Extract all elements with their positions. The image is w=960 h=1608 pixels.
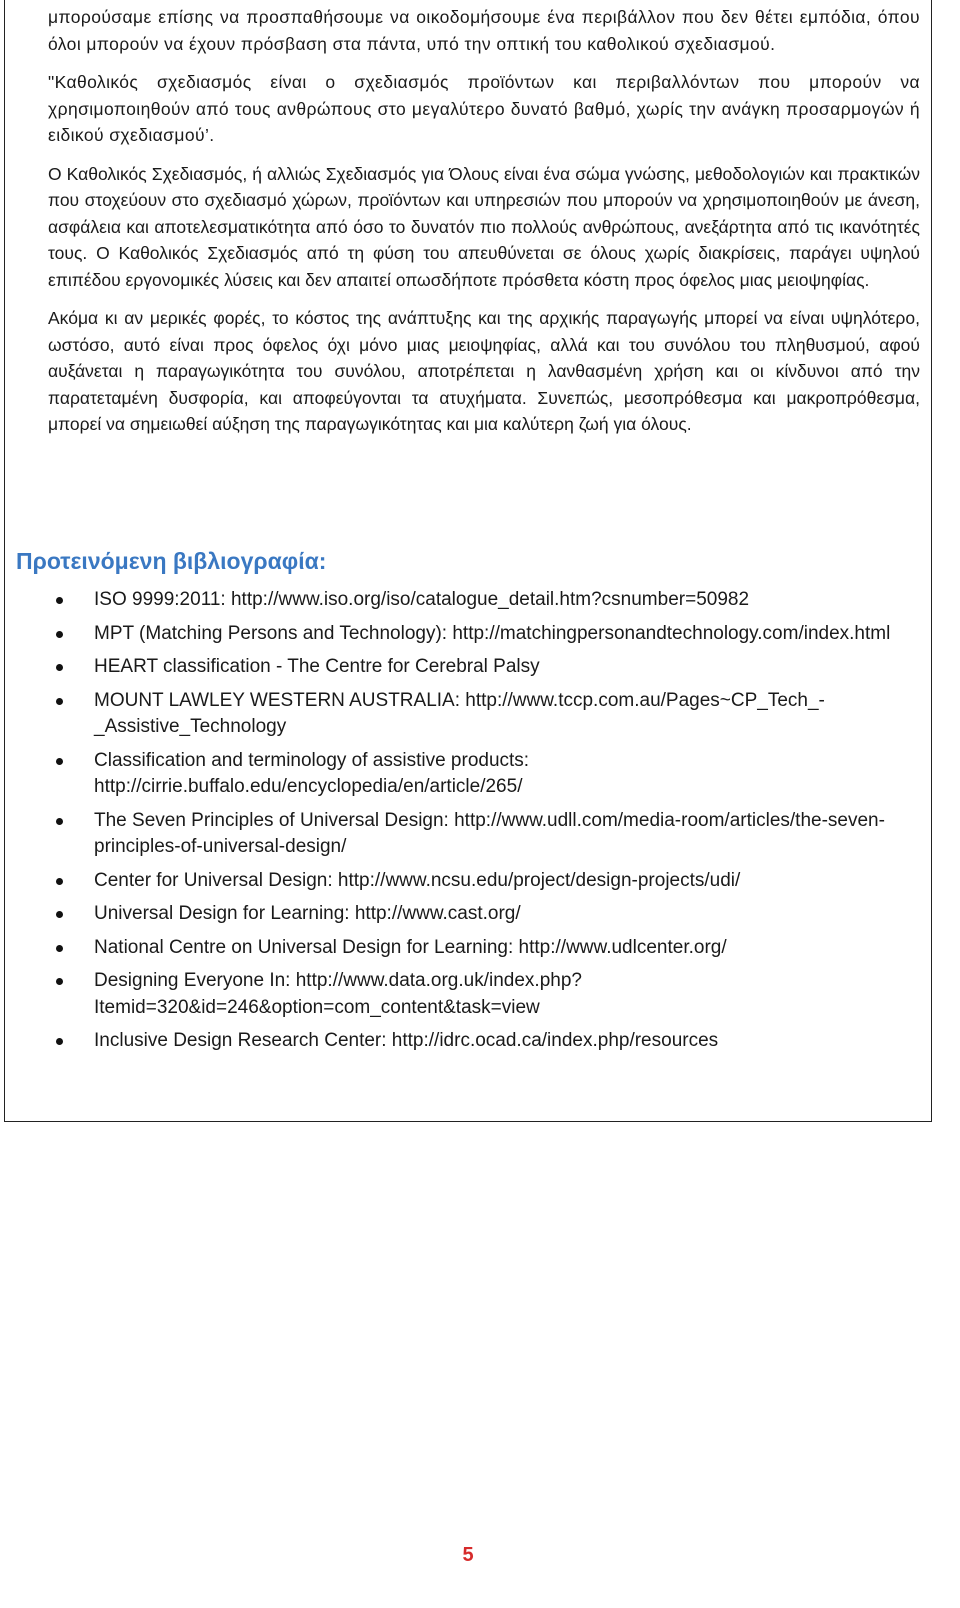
bullet-icon: [56, 631, 63, 638]
paragraph-definition: "Καθολικός σχεδιασμός είναι ο σχεδιασμός προϊόντων και περιβαλλόντων που μπορούν να χρησιμοποιηθούν από τους ανθρώπους στο μεγαλύτερο δυνατό βαθμό, χωρίς την ανάγκη προσαρμογών ή ειδικού σχεδιασμού’.: [48, 72, 920, 145]
bibliography-item-text: MPT (Matching Persons and Technology): http://matchingpersonandtechnology.com/index.html: [94, 622, 891, 644]
paragraph-intro: μπορούσαμε επίσης να προσπαθήσουμε να οικοδομήσουμε ένα περιβάλλον που δεν θέτει εμπόδια, όπου όλοι μπορούν να έχουν πρόσβαση στα πάντα, υπό την οπτική του καθολικού σχεδιασμού.: [48, 7, 920, 54]
bibliography-item: [48, 968, 908, 1021]
bibliography-item: [48, 901, 908, 928]
bibliography-item-text: Classification and terminology of assistive products: http://cirrie.buffalo.edu/encyclopedia/en/article/265/: [94, 749, 530, 797]
bibliography-item-text: National Centre on Universal Design for Learning: http://www.udlcenter.org/: [94, 936, 727, 958]
bullet-icon: [56, 978, 63, 985]
bibliography-item-text: ISO 9999:2011: http://www.iso.org/iso/catalogue_detail.htm?csnumber=50982: [94, 589, 750, 610]
paragraph-cost-benefit: Ακόμα κι αν μερικές φορές, το κόστος της ανάπτυξης και της αρχικής παραγωγής μπορεί να είναι υψηλότερο, ωστόσο, αυτό είναι προς όφελος όχι μόνο μιας μειοψηφίας, αλλά και του συνόλου του πληθυσμού, αφού αυξάνεται η παραγωγικότητα του συνόλου, αποτρέπεται η λανθασμένη χρήση και οι κίνδυνοι από την παρατεταμένη δυσφορία, και αποφεύγονται τα ατυχήματα. Συνεπώς, μεσοπρόθεσμα και μακροπρόθεσμα, μπορεί να σημειωθεί αύξηση της παραγωγικότητας και μια καλύτερη ζωή για όλους.: [48, 308, 920, 434]
bullet-icon: [56, 911, 63, 918]
bibliography-item-text: Inclusive Design Research Center: http://idrc.ocad.ca/index.php/resources: [94, 1030, 719, 1051]
paragraph-universal-design: Ο Καθολικός Σχεδιασμός, ή αλλιώς Σχεδιασμός για Όλους είναι ένα σώμα γνώσης, μεθοδολογιών και πρακτικών που στοχεύουν στο σχεδιασμό χώρων, προϊόντων και υπηρεσιών που μπορούν να χρησιμοποιηθούν με άνεση, ασφάλεια και αποτελεσματικότητα από όσο το δυνατόν πιο πολλούς ανθρώπους, ανεξάρτητα από τις ικανότητές τους. Ο Καθολικός Σχεδιασμός από τη φύση του απευθύνεται σε όλους χωρίς διακρίσεις, παράγει υψηλού επιπέδου εργονομικές λύσεις και δεν απαιτεί οπωσδήποτε πρόσθετα κόστη προς όφελος μιας μειοψηφίας.: [48, 163, 920, 290]
bibliography-item: [48, 587, 908, 614]
bullet-icon: [56, 664, 63, 671]
bullet-icon: [56, 597, 63, 604]
bibliography-item-text: Universal Design for Learning: http://www.cast.org/: [94, 903, 521, 924]
body-text: [48, 4, 920, 450]
bullet-icon: [56, 1038, 63, 1045]
bibliography-heading: Προτεινόμενη βιβλιογραφία:: [16, 548, 327, 574]
bullet-icon: [56, 758, 63, 765]
bibliography-item: [48, 654, 908, 681]
bullet-icon: [56, 698, 63, 705]
bibliography-item: [48, 748, 908, 801]
bullet-icon: [56, 945, 63, 952]
bibliography-item: [48, 808, 908, 861]
bibliography-item: [48, 1028, 908, 1055]
bibliography-list: [48, 587, 908, 1062]
bullet-icon: [56, 818, 63, 825]
bullet-icon: [56, 878, 63, 885]
bibliography-item-text: Designing Everyone In: http://www.data.org.uk/index.php?Itemid=320&id=246&option=com_content&task=view: [94, 970, 582, 1018]
bibliography-item-text: HEART classification - The Centre for Cerebral Palsy: [94, 656, 540, 677]
bibliography-item-text: MOUNT LAWLEY WESTERN AUSTRALIA: http://www.tccp.com.au/Pages~CP_Tech_-_Assistive_Technology: [94, 689, 825, 737]
bibliography-item-text: The Seven Principles of Universal Design: http://www.udll.com/media-room/articles/the-seven-principles-of-universal-design/: [94, 809, 885, 857]
bibliography-item: [48, 935, 908, 962]
page-number: 5: [462, 1544, 474, 1566]
bibliography-item-text: Center for Universal Design: http://www.ncsu.edu/project/design-projects/udi/: [94, 869, 741, 891]
bibliography-item: [48, 688, 908, 741]
bibliography-item: [48, 868, 908, 895]
bibliography-item: [48, 621, 908, 648]
